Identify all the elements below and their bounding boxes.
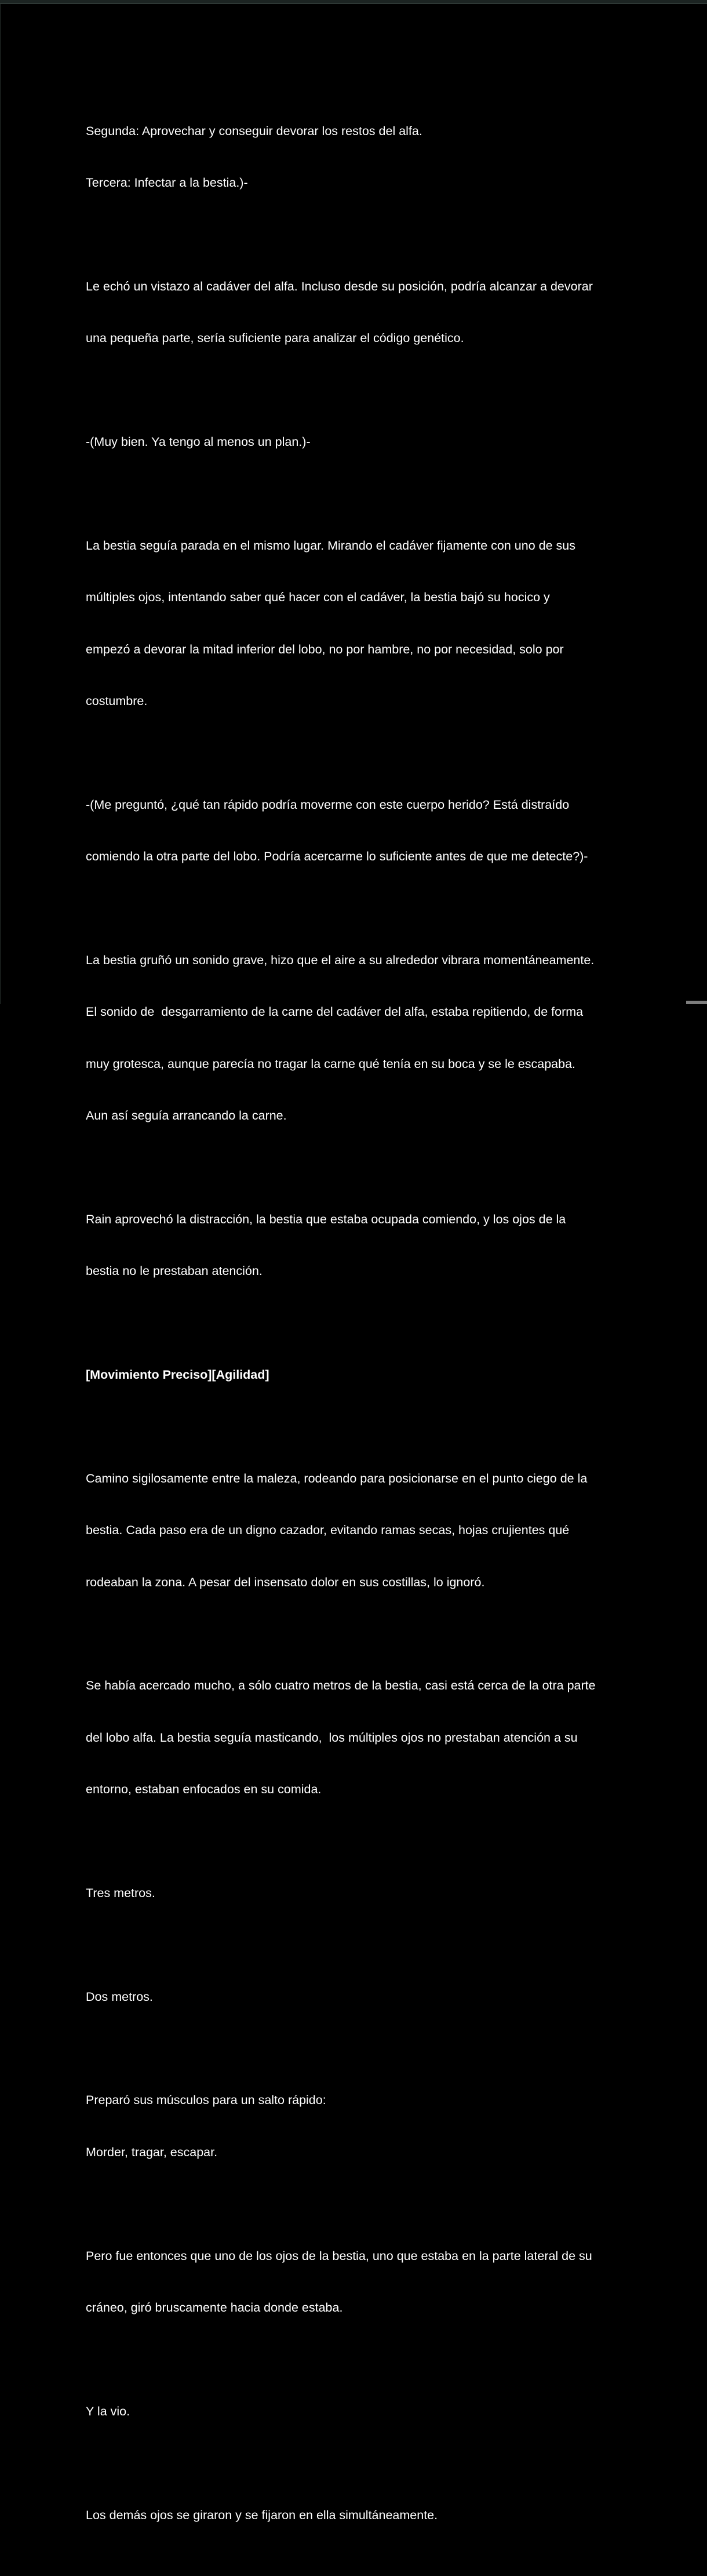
paragraph [86, 1954, 631, 2040]
text-line: una pequeña parte, sería suficiente para analizar el código genético. [86, 331, 464, 346]
paragraph [86, 1850, 631, 1936]
paragraph [86, 503, 631, 744]
text-line: Le echó un vistazo al cadáver del alfa. Incluso desde su posición, podría alcanzar a devorar [86, 279, 593, 293]
paragraph [86, 399, 631, 485]
text-line: bestia no le prestaban atención. [86, 1264, 263, 1278]
skill-heading [86, 1332, 631, 1418]
scrollbar-thumb[interactable] [686, 1001, 707, 1004]
text-line: Rain aprovechó la distracción, la bestia que estaba ocupada comiendo, y los ojos de la [86, 1212, 566, 1226]
text-line: rodeaban la zona. A pesar del insensato dolor en sus costillas, lo ignoró. [86, 1575, 485, 1589]
text-line: múltiples ojos, intentando saber qué hacer con el cadáver, la bestia bajó su hocico y [86, 590, 550, 605]
paragraph [86, 88, 631, 226]
text-line: La bestia seguía parada en el mismo lugar. Mirando el cadáver fijamente con uno de sus [86, 538, 575, 553]
text-line: Dos metros. [86, 1989, 153, 2004]
text-line: del lobo alfa. La bestia seguía masticando, los múltiples ojos no prestaban atención a su [86, 1730, 578, 1745]
text-line: Tres metros. [86, 1885, 155, 1900]
document-page [86, 88, 631, 2576]
text-line: Segunda: Aprovechar y conseguir devorar los restos del alfa. [86, 123, 422, 138]
paragraph [86, 2213, 631, 2351]
text-line: Los demás ojos se giraron y se fijaron en ella simultáneamente. [86, 2508, 438, 2522]
paragraph [86, 1643, 631, 1833]
text-line: muy grotesca, aunque parecía no tragar la carne qué tenía en su boca y se le escapaba. [86, 1056, 576, 1071]
text-line: Camino sigilosamente entre la maleza, rodeando para posicionarse en el punto ciego de la [86, 1471, 588, 1485]
text-line: Preparó sus músculos para un salto rápido: [86, 2093, 326, 2108]
text-line: Pero fue entonces que uno de los ojos de la bestia, uno que estaba en la parte lateral de su [86, 2248, 592, 2263]
text-line: -(Me preguntó, ¿qué tan rápido podría moverme con este cuerpo herido? Está distraído [86, 797, 570, 812]
text-line: costumbre. [86, 693, 148, 708]
text-line: entorno, estaban enfocados en su comida. [86, 1782, 322, 1797]
paragraph [86, 2472, 631, 2559]
page-left-edge [0, 4, 1, 1004]
text-line: Se había acercado mucho, a sólo cuatro metros de la bestia, casi está cerca de la otra parte [86, 1678, 596, 1693]
text-line: bestia. Cada paso era de un digno cazador, evitando ramas secas, hojas crujientes qué [86, 1523, 570, 1538]
paragraph [86, 1436, 631, 1626]
text-line: empezó a devorar la mitad inferior del lobo, no por hambre, no por necesidad, solo por [86, 642, 564, 656]
paragraph [86, 2058, 631, 2196]
text-line: -(Muy bien. Ya tengo al menos un plan.)- [86, 434, 311, 449]
paragraph [86, 1176, 631, 1314]
text-line: Morder, tragar, escapar. [86, 2145, 218, 2159]
text-line: [Movimiento Preciso][Agilidad] [86, 1367, 269, 1382]
text-line: Tercera: Infectar a la bestia.)- [86, 175, 248, 190]
paragraph [86, 762, 631, 900]
text-line: El sonido de desgarramiento de la carne del cadáver del alfa, estaba repitiendo, de forma [86, 1005, 584, 1019]
window-top-strip [0, 0, 707, 4]
paragraph [86, 244, 631, 382]
text-line: Y la vio. [86, 2404, 130, 2418]
text-line: comiendo la otra parte del lobo. Podría acercarme lo suficiente antes de que me detecte?)- [86, 849, 588, 864]
paragraph [86, 917, 631, 1159]
paragraph [86, 2368, 631, 2455]
text-line: Aun así seguía arrancando la carne. [86, 1109, 287, 1123]
text-line: cráneo, giró bruscamente hacia donde estaba. [86, 2301, 343, 2315]
text-line: La bestia gruñó un sonido grave, hizo que el aire a su alrededor vibrara momentáneamente. [86, 953, 595, 967]
